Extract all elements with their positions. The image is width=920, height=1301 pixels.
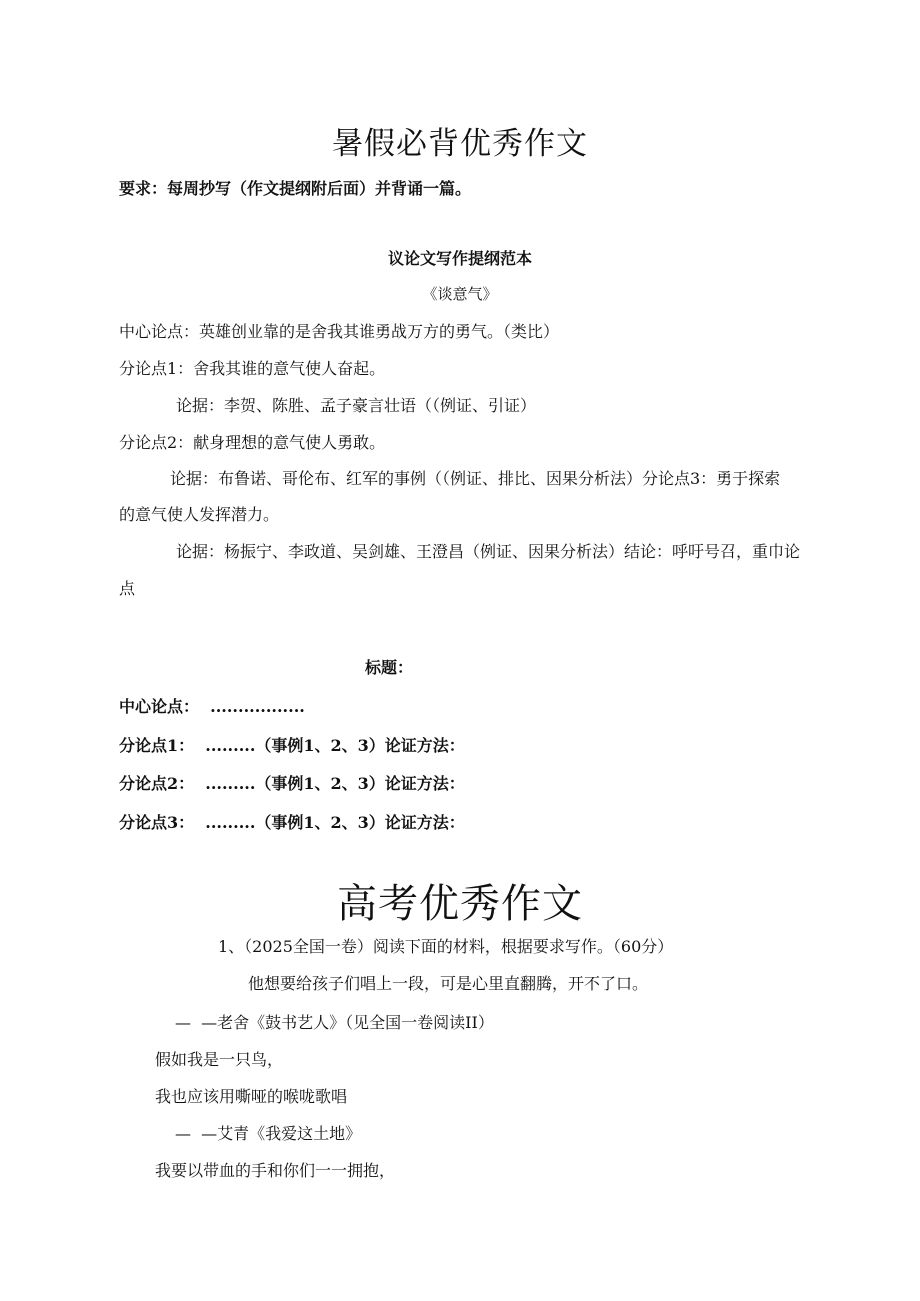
quote-1-source: — —老舍《鼓书艺人》（见全国一卷阅读II）	[175, 1013, 494, 1032]
quote-2-source: — —艾青《我爱这土地》	[175, 1124, 362, 1143]
quote-1: 他想要给孩子们唱上一段，可是心里直翻腾，开不了口。	[248, 974, 649, 993]
essay-title: 《谈意气》	[422, 285, 498, 303]
evidence-3-line2: 点	[119, 579, 136, 598]
evidence-3-line1: 论据：杨振宁、李政道、吴剑雄、王澄昌（例证、因果分析法）结论：呼吁号召，重巾论	[176, 542, 801, 561]
sub-argument-2: 分论点2：献身理想的意气使人勇敢。	[119, 433, 386, 452]
quote-2-line2: 我也应该用嘶哑的喉咙歌唱	[155, 1087, 348, 1106]
quote-2-line1: 假如我是一只鸟，	[155, 1050, 284, 1069]
exam-prompt: 1、（2025全国一卷）阅读下面的材料，根据要求写作。（60分）	[218, 937, 674, 956]
template-sub-3: 分论点3： .........（事例1、2、3）论证方法：	[119, 813, 465, 832]
requirement-text: 要求：每周抄写（作文提纲附后面）并背诵一篇。	[119, 179, 472, 198]
evidence-2-line1: 论据：布鲁诺、哥伦布、红军的事例（（例证、排比、因果分析法）分论点3：勇于探索	[170, 469, 781, 488]
quote-3-line1: 我要以带血的手和你们一一拥抱，	[155, 1161, 396, 1180]
template-sub-2: 分论点2： .........（事例1、2、3）论证方法：	[119, 774, 465, 793]
page-title: 暑假必背优秀作文	[332, 126, 588, 162]
central-argument: 中心论点：英雄创业靠的是舍我其谁勇战万方的勇气。（类比）	[119, 322, 560, 341]
sub-argument-1: 分论点1：舍我其谁的意气使人奋起。	[119, 359, 386, 378]
evidence-1: 论据：李贺、陈胜、孟子豪言壮语（（例证、引证）	[176, 396, 537, 415]
section-title: 高考优秀作文	[337, 881, 583, 927]
template-heading: 标题：	[365, 658, 414, 677]
template-central: 中心论点： .................	[119, 697, 305, 716]
template-sub-1: 分论点1： .........（事例1、2、3）论证方法：	[119, 736, 465, 755]
outline-heading: 议论文写作提纲范本	[387, 249, 532, 268]
evidence-2-line2: 的意气使人发挥潜力。	[119, 505, 280, 524]
